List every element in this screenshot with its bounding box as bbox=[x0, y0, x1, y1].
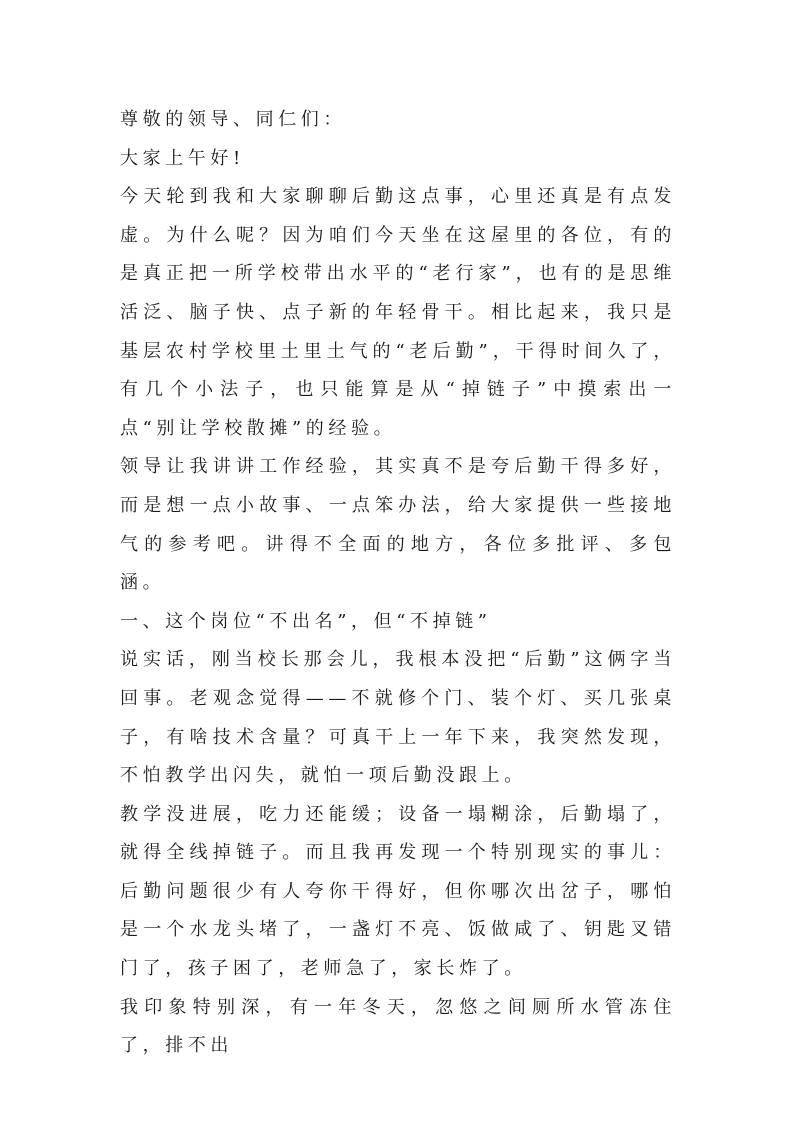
body-paragraph: 我印象特别深，有一年冬天，忽悠之间厕所水管冻住了，排不出 bbox=[120, 996, 676, 1057]
intro-paragraph: 今天轮到我和大家聊聊后勤这点事，心里还真是有点发虚。为什么呢？因为咱们今天坐在这屋里的各位，有的是真正把一所学校带出水平的“老行家”，也有的是思维活泛、脑子快、点子新的年轻骨干。相比起来，我只是基层农村学校里土里土气的“老后勤”，干得时间久了，有几个小法子，也只能算是从“掉链子”中摸索出一点“别让学校散摊”的经验。 bbox=[120, 186, 676, 439]
section-heading-1: 一、这个岗位“不出名”，但“不掉链” bbox=[120, 610, 492, 632]
salutation: 尊敬的领导、同仁们： bbox=[120, 109, 346, 130]
body-paragraph: 教学没进展，吃力还能缓；设备一塌糊涂，后勤塌了，就得全线掉链子。而且我再发现一个特别现实的事儿：后勤问题很少有人夸你干得好，但你哪次出岔子，哪怕是一个水龙头堵了，一盏灯不亮、饭做咸了、钥匙叉错门了，孩子困了，老师急了，家长炸了。 bbox=[120, 803, 676, 980]
purpose-paragraph: 领导让我讲讲工作经验，其实真不是夸后勤干得多好，而是想一点小故事、一点笨办法，给大家提供一些接地气的参考吧。讲得不全面的地方，各位多批评、多包涵。 bbox=[120, 456, 676, 594]
greeting: 大家上午好! bbox=[120, 147, 245, 169]
body-paragraph: 说实话，刚当校长那会儿，我根本没把“后勤”这俩字当回事。老观念觉得——不就修个门、装个灯、买几张桌子，有啥技术含量？可真干上一年下来，我突然发现，不怕教学出闪失，就怕一项后勤没跟上。 bbox=[120, 649, 676, 787]
document-page bbox=[120, 101, 676, 1066]
